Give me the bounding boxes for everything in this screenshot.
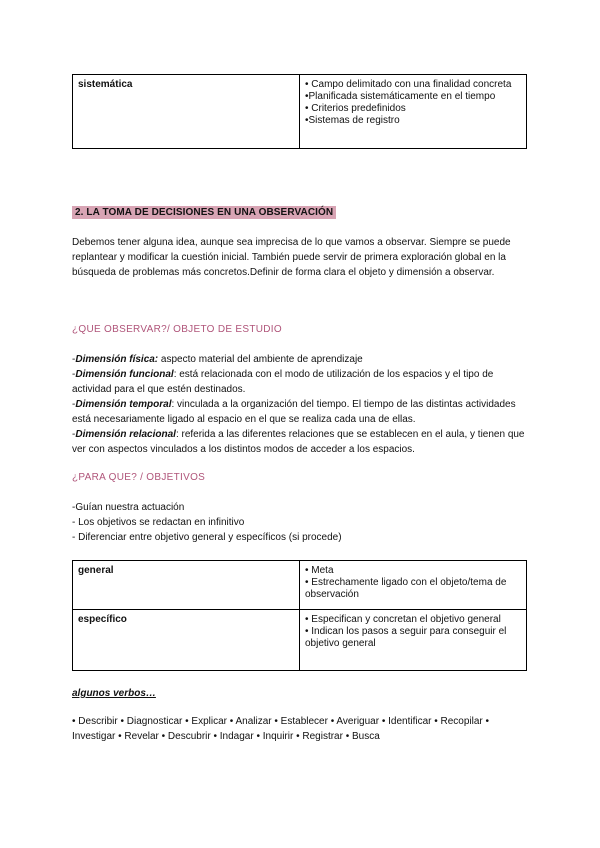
dimension-prefix: -: [72, 369, 76, 380]
table-value-cell: [300, 75, 527, 149]
dimension-text: : referida a las diferentes relaciones que se establecen en el aula, y tienen que ver con aspectos vinculados a los distintos modos de acceder a los espacios.: [72, 429, 525, 455]
dimension-prefix: -: [72, 399, 76, 410]
table-value-cell: [300, 561, 527, 610]
intro-paragraph: Debemos tener alguna idea, aunque sea imprecisa de lo que vamos a observar. Siempre se puede replantear y modificar la cuestión inicial. También puede servir de primera exploración global en la búsqueda de problemas más concretos.Definir de forma clara el objeto y dimensión a observar.: [72, 237, 511, 278]
que-observar-heading: ¿QUE OBSERVAR?/ OBJETO DE ESTUDIO: [72, 324, 282, 335]
list-item: - Diferenciar entre objetivo general y específicos (si procede): [72, 532, 342, 543]
table-key-cell: [73, 561, 300, 610]
criteria-table: [72, 74, 527, 149]
list-item: -Guían nuestra actuación: [72, 502, 185, 513]
dimension-item: [72, 427, 532, 457]
table-value-cell: [300, 610, 527, 671]
list-item: • Campo delimitado con una finalidad concreta: [305, 79, 512, 90]
list-item: • Meta: [305, 565, 334, 576]
table-row: [73, 75, 527, 149]
table-key-cell: [73, 610, 300, 671]
table-row: [73, 610, 527, 671]
dimension-term: Dimensión funcional: [75, 369, 174, 380]
table-row: [73, 561, 527, 610]
dimension-item: [72, 352, 532, 367]
table-key-cell: [73, 75, 300, 149]
dimension-text: : vinculada a la organización del tiempo. El tiempo de las distintas actividades está necesariamente ligado al espacio en el que se realiza cada una de ellas.: [72, 399, 516, 425]
dimension-term: Dimensión temporal: [75, 399, 172, 410]
verbs-title: algunos verbos…: [72, 688, 156, 699]
list-item: • Indican los pasos a seguir para conseguir el objetivo general: [305, 626, 507, 649]
dimension-prefix: -: [72, 354, 76, 365]
objectives-table: [72, 560, 527, 671]
dimension-prefix: -: [72, 429, 76, 440]
list-item: •Sistemas de registro: [305, 115, 400, 126]
list-item: • Estrechamente ligado con el objeto/tema de observación: [305, 577, 507, 600]
dimension-item: [72, 367, 532, 397]
dimensions-list: [72, 352, 532, 457]
table-key-label: general: [78, 565, 114, 576]
list-item: •Planificada sistemáticamente en el tiempo: [305, 91, 496, 102]
list-item: • Especifican y concretan el objetivo general: [305, 614, 501, 625]
dimension-text: aspecto material del ambiente de aprendizaje: [158, 354, 363, 365]
verbs-list: • Describir • Diagnosticar • Explicar • Analizar • Establecer • Averiguar • Identificar • Recopilar • Investigar • Revelar • Descubrir • Indagar • Inquirir • Registrar • Busca: [72, 716, 490, 742]
table-key-label: específico: [78, 614, 127, 625]
list-item: - Los objetivos se redactan en infinitivo: [72, 517, 245, 528]
dimension-term: Dimensión física:: [75, 354, 159, 365]
dimension-text: : está relacionada con el modo de utilización de los espacios y el tipo de actividad para el que estén destinados.: [72, 369, 494, 395]
dimension-term: Dimensión relacional: [75, 429, 176, 440]
table-key-label: sistemática: [78, 79, 133, 90]
section-heading: 2. LA TOMA DE DECISIONES EN UNA OBSERVACIÓN: [72, 206, 336, 219]
objetivos-list: [72, 500, 532, 545]
para-que-heading: ¿PARA QUE? / OBJETIVOS: [72, 472, 206, 483]
list-item: • Criterios predefinidos: [305, 103, 406, 114]
dimension-item: [72, 397, 532, 427]
